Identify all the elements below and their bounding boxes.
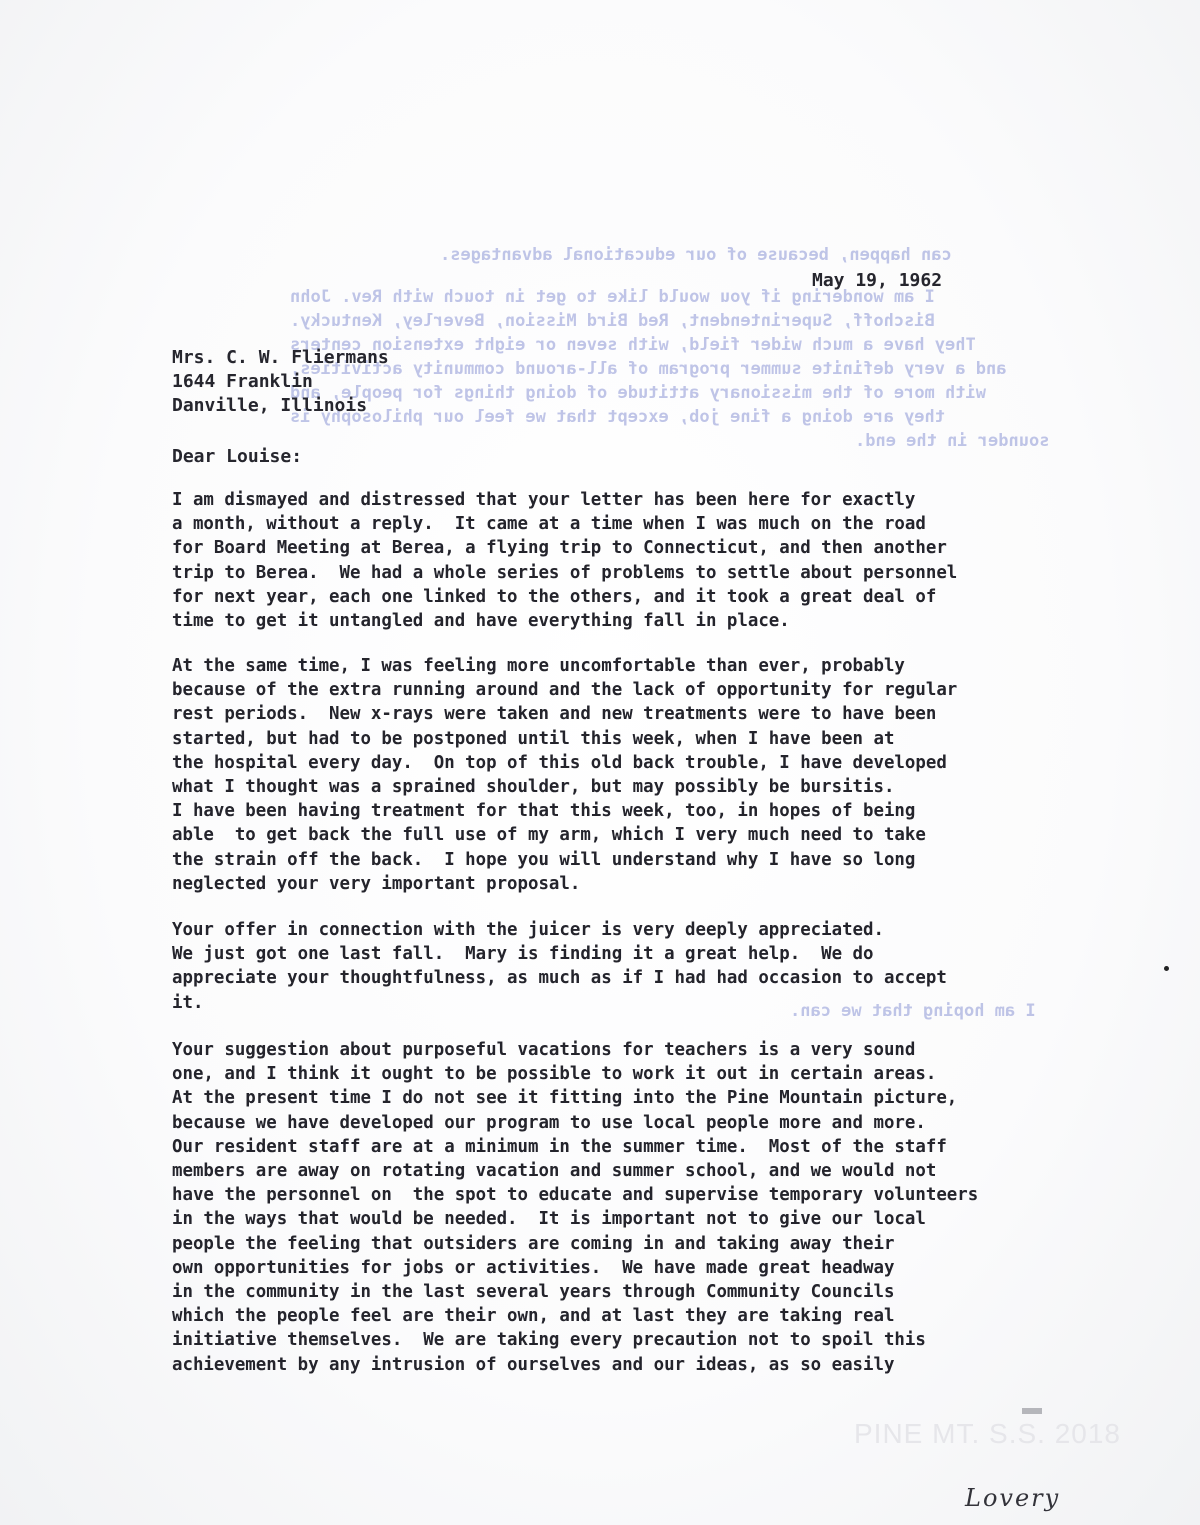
recipient-address [172,346,389,418]
bleed-through-line: with more of the missionary attitude of doing things for people, and [290,383,986,403]
bleed-through-line: can happen, because of our educational advantages. [440,245,952,265]
bleed-through-line: and a very definite summer program of all-around community activities, [290,359,1007,379]
recipient-street: 1644 Franklin [172,371,313,392]
ink-smudge [1022,1408,1042,1414]
paragraph-delay-apology: I am dismayed and distressed that your letter has been here for exactly a month, without a reply. It came at a time when I was much on the road for Board Meeting at Berea, a flying trip to Connecticut, and then another trip to Berea. We had a whole series of problems to settle about personnel for next year, each one linked to the others, and it took a great deal of time to get it untangled and have everything fall in place. [172,490,958,632]
salutation: Dear Louise: [172,446,303,467]
paragraph-vacations: Your suggestion about purposeful vacations for teachers is a very sound one, and I think it ought to be possible to work it out in certain areas. At the present time I do not see it fitting into the Pine Mountain picture, because we have developed our program to use local people more and more. Our resident staff are at a minimum in the summer time. Most of the staff members are away on rotating vacation and summer school, and we would not have the personnel on the spot to educate and supervise temporary volunteers in the ways that would be needed. It is important not to give our local people the feeling that outsiders are coming in and taking away their own opportunities for jobs or activities. We have made great headway in the community in the last several years through Community Councils which the people feel are their own, and at last they are taking real initiative themselves. We are taking every precaution not to spoil this achievement by any intrusion of ourselves and our ideas, as so easily [172,1040,979,1375]
bleed-through-line: They have a much wider field, with seven or eight extension centers [290,335,976,355]
bleed-through-line: Bischoff, Superintendent, Red Bird Mission, Beverley, Kentucky. [290,311,935,331]
letter-date: May 19, 1962 [812,270,943,291]
bleed-through-line: sounder in the end. [855,431,1050,451]
paragraph-health: At the same time, I was feeling more uncomfortable than ever, probably because of the extra running around and the lack of opportunity for regular rest periods. New x-rays were taken and new treatments were to have been started, but had to be postponed until this week, when I have been at the hospital every day. On top of this old back trouble, I have developed what I thought was a sprained shoulder, but may possibly be bursitis. I have been having treatment for that this week, too, in hopes of being able to get back the full use of my arm, which I very much need to take the strain off the back. I hope you will understand why I have so long neglected your very important proposal. [172,656,958,894]
bleed-through-line: I am hoping that we can. [790,1001,1036,1021]
bleed-through-line: I am wondering if you would like to get in touch with Rev. John [290,287,935,307]
paragraph-juicer: Your offer in connection with the juicer is very deeply appreciated. We just got one last fall. Mary is finding it a great help. We do appreciate your thoughtfulness, as much as if I had had occasion to accept it. [172,920,947,1013]
recipient-city: Danville, Illinois [172,395,368,416]
recipient-name: Mrs. C. W. Fliermans [172,347,389,368]
handwritten-note: Lovery [965,1484,1061,1512]
ink-speck [1164,966,1169,971]
archive-watermark: PINE MT. S.S. 2018 [854,1418,1121,1449]
bleed-through-line: they are doing a fine job, except that we feel our philosophy is [290,407,946,427]
